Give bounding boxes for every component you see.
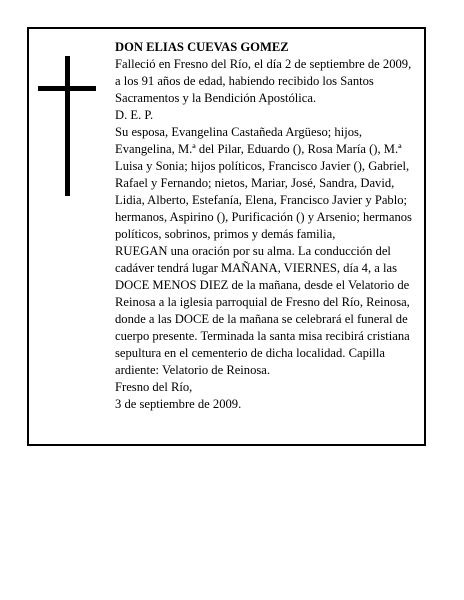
family-members: Su esposa, Evangelina Castañeda Argüeso; hijos, Evangelina, M.ª del Pilar, Eduardo (), Rosa María (), M.ª Luisa y Sonia; hijos políticos, Francisco Javier (), Gabriel, Rafael y Fernando; nietos, Mariar, José, Sandra, David, Lidia, Alberto, Estefanía, Elena, Francisco Javier y Pablo; hermanos, Aspirino (), Purificación () y Arsenio; hermanos políticos, sobrinos, primos y demás familia, bbox=[115, 125, 412, 241]
death-announcement: Falleció en Fresno del Río, el día 2 de septiembre de 2009, a los 91 años de edad, habiendo recibido los Santos Sacramentos y la Bendición Apostólica. bbox=[115, 57, 412, 105]
cross-vertical-bar bbox=[65, 56, 70, 196]
prayer-request: RUEGAN una oración por su alma. La conducción del cadáver tendrá lugar MAÑANA, VIERNES, día 4, a las DOCE MENOS DIEZ de la mañana, desde el Velatorio de Reinosa a la iglesia parroquial de Fresno del Río, Reinosa, donde a las DOCE de la mañana se celebrará el funeral de cuerpo presente. Terminada la santa misa recibirá cristiana sepultura en el cementerio de dicha localidad. Capilla ardiente: Velatorio de Reinosa. bbox=[115, 244, 410, 377]
obituary-text bbox=[115, 39, 415, 413]
cross-horizontal-bar bbox=[38, 86, 96, 91]
place-line: Fresno del Río, bbox=[115, 380, 193, 394]
date-line: 3 de septiembre de 2009. bbox=[115, 397, 242, 411]
deceased-name: DON ELIAS CUEVAS GOMEZ bbox=[115, 40, 289, 54]
cross-icon bbox=[38, 56, 96, 196]
dep-line: D. E. P. bbox=[115, 108, 154, 122]
